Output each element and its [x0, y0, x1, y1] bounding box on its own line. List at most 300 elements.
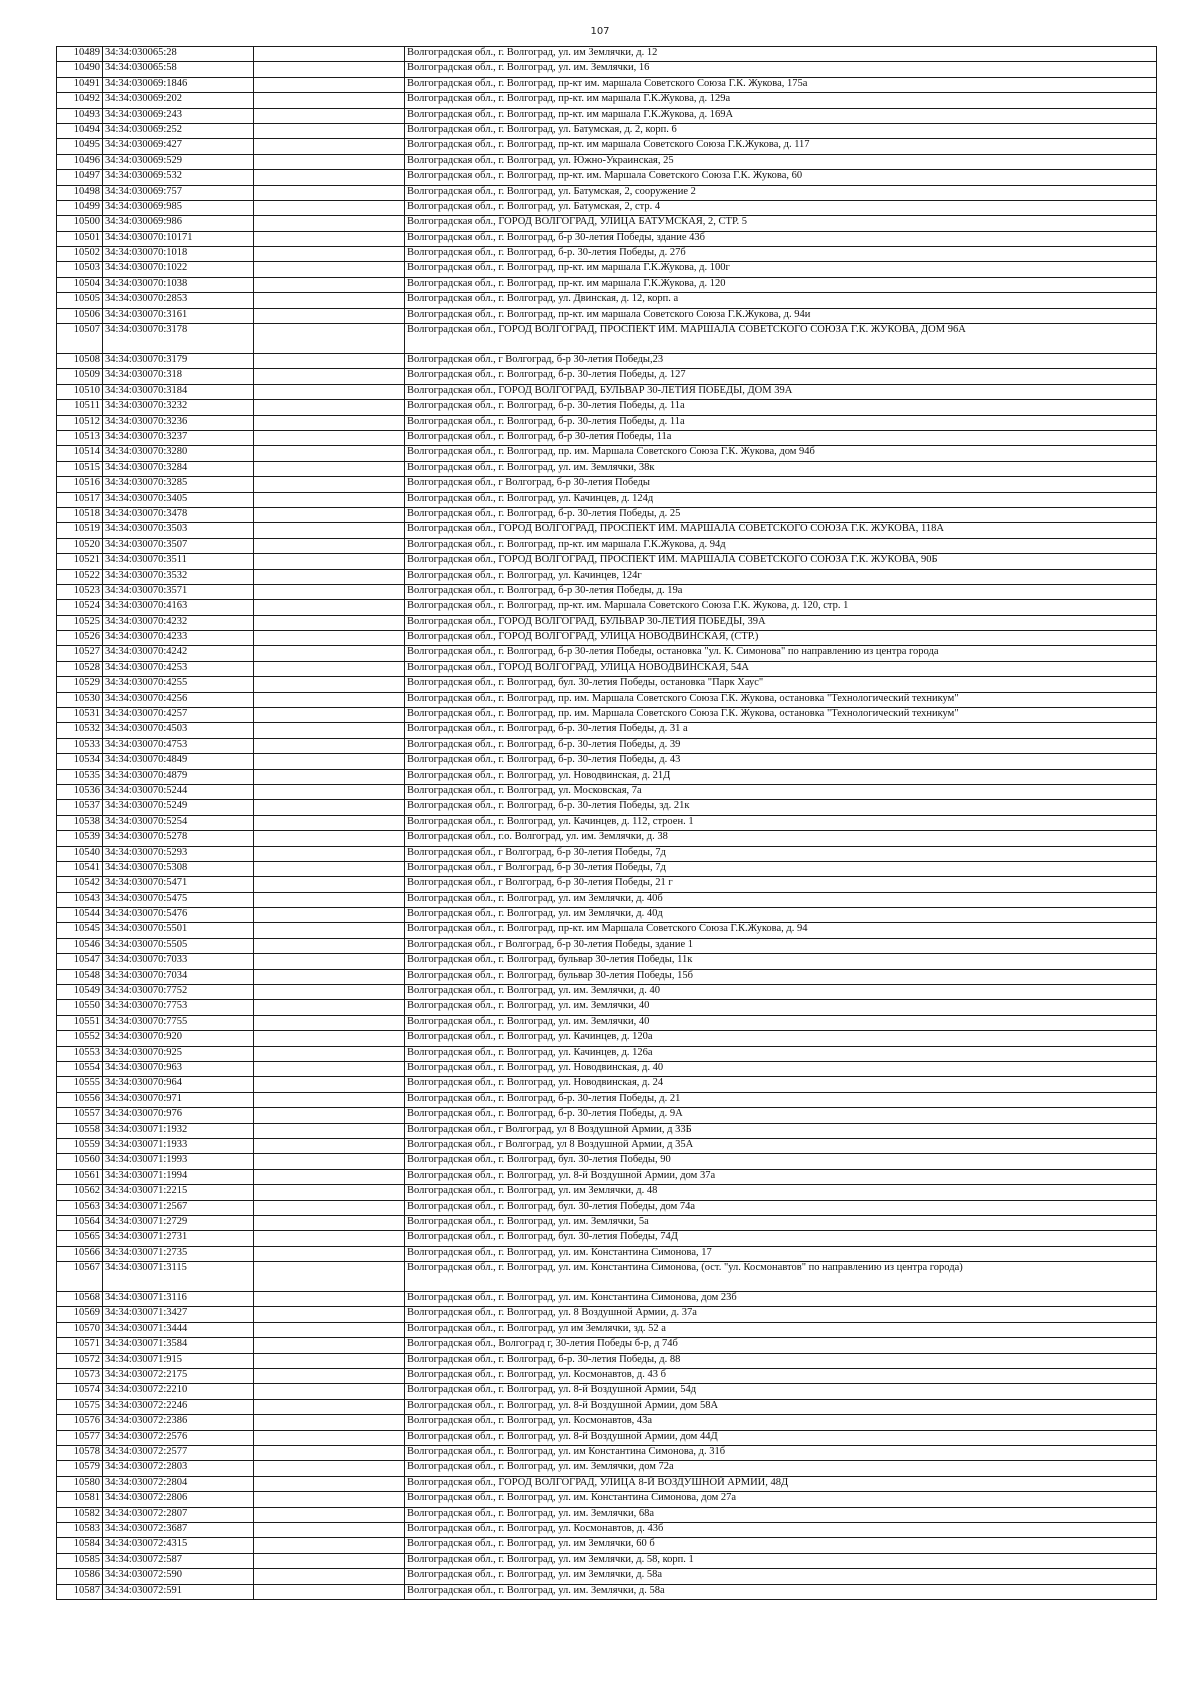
address-cell: Волгоградская обл., г. Волгоград, ул. Качинцев, 124г: [405, 569, 1157, 584]
table-row: [57, 815, 1157, 830]
row-number: 10585: [57, 1553, 103, 1568]
row-number: 10539: [57, 831, 103, 846]
address-cell: Волгоградская обл., г. Волгоград, ул. Московская, 7а: [405, 784, 1157, 799]
empty-cell: [254, 1430, 405, 1445]
address-cell: Волгоградская обл., г. Волгоград, ул. им. Константина Симонова, (ост. "ул. Космонавтов" по направлению из центра города): [405, 1262, 1157, 1292]
row-number: 10497: [57, 170, 103, 185]
table-row: [57, 1461, 1157, 1476]
address-cell: Волгоградская обл., г. Волгоград, ул. им Землячки, д. 48: [405, 1185, 1157, 1200]
row-number: 10526: [57, 631, 103, 646]
row-number: 10573: [57, 1369, 103, 1384]
table-row: [57, 430, 1157, 445]
row-number: 10516: [57, 477, 103, 492]
empty-cell: [254, 1476, 405, 1491]
row-number: 10542: [57, 877, 103, 892]
cadastral-number: 34:34:030070:4253: [103, 661, 254, 676]
address-cell: Волгоградская обл., г. Волгоград, ул. Космонавтов, д. 43 б: [405, 1369, 1157, 1384]
address-cell: Волгоградская обл., г. Волгоград, ул. Батумская, д. 2, корп. 6: [405, 123, 1157, 138]
row-number: 10552: [57, 1031, 103, 1046]
row-number: 10571: [57, 1338, 103, 1353]
table-row: [57, 1415, 1157, 1430]
table-row: [57, 692, 1157, 707]
empty-cell: [254, 754, 405, 769]
address-cell: Волгоградская обл., г. Волгоград, ул. Качинцев, д. 126а: [405, 1046, 1157, 1061]
row-number: 10549: [57, 985, 103, 1000]
empty-cell: [254, 800, 405, 815]
empty-cell: [254, 615, 405, 630]
address-cell: Волгоградская обл., г. Волгоград, бул. 30-летия Победы, дом 74а: [405, 1200, 1157, 1215]
table-row: [57, 1077, 1157, 1092]
row-number: 10524: [57, 600, 103, 615]
table-row: [57, 615, 1157, 630]
cadastral-number: 34:34:030072:587: [103, 1553, 254, 1568]
empty-cell: [254, 1246, 405, 1261]
address-cell: Волгоградская обл., г. Волгоград, б-р. 30-летия Победы, д. 11а: [405, 400, 1157, 415]
cadastral-number: 34:34:030065:58: [103, 62, 254, 77]
empty-cell: [254, 1307, 405, 1322]
cadastral-number: 34:34:030070:1018: [103, 247, 254, 262]
cadastral-number: 34:34:030072:2803: [103, 1461, 254, 1476]
empty-cell: [254, 892, 405, 907]
table-row: [57, 877, 1157, 892]
table-row: [57, 507, 1157, 522]
address-cell: Волгоградская обл., г. Волгоград, б-р. 30-летия Победы, д. 88: [405, 1353, 1157, 1368]
table-row: [57, 985, 1157, 1000]
table-row: [57, 1000, 1157, 1015]
row-number: 10521: [57, 554, 103, 569]
address-cell: Волгоградская обл., г. Волгоград, ул. Двинская, д. 12, корп. а: [405, 293, 1157, 308]
empty-cell: [254, 384, 405, 399]
address-cell: Волгоградская обл., г. Волгоград, ул. Новодвинская, д. 40: [405, 1062, 1157, 1077]
address-cell: Волгоградская обл., г. Волгоград, ул. Батумская, 2, стр. 4: [405, 200, 1157, 215]
row-number: 10541: [57, 861, 103, 876]
empty-cell: [254, 584, 405, 599]
cadastral-number: 34:34:030072:2210: [103, 1384, 254, 1399]
row-number: 10587: [57, 1584, 103, 1599]
cadastral-number: 34:34:030070:5249: [103, 800, 254, 815]
address-cell: Волгоградская обл., г. Волгоград, б-р 30-летия Победы, 11а: [405, 430, 1157, 445]
row-number: 10572: [57, 1353, 103, 1368]
table-row: [57, 846, 1157, 861]
table-row: [57, 47, 1157, 62]
empty-cell: [254, 646, 405, 661]
empty-cell: [254, 1000, 405, 1015]
table-row: [57, 324, 1157, 354]
table-row: [57, 1262, 1157, 1292]
cadastral-number: 34:34:030070:5505: [103, 938, 254, 953]
table-row: [57, 631, 1157, 646]
empty-cell: [254, 538, 405, 553]
table-row: [57, 677, 1157, 692]
empty-cell: [254, 1369, 405, 1384]
row-number: 10559: [57, 1138, 103, 1153]
address-cell: Волгоградская обл., г Волгоград, б-р 30-летия Победы: [405, 477, 1157, 492]
cadastral-number: 34:34:030069:985: [103, 200, 254, 215]
cadastral-number: 34:34:030071:3115: [103, 1262, 254, 1292]
cadastral-number: 34:34:030071:3444: [103, 1322, 254, 1337]
table-row: [57, 139, 1157, 154]
table-row: [57, 600, 1157, 615]
empty-cell: [254, 492, 405, 507]
empty-cell: [254, 1231, 405, 1246]
address-cell: Волгоградская обл., г. Волгоград, пр-кт. им маршала Г.К.Жукова, д. 169А: [405, 108, 1157, 123]
cadastral-number: 34:34:030070:5254: [103, 815, 254, 830]
empty-cell: [254, 738, 405, 753]
empty-cell: [254, 415, 405, 430]
cadastral-number: 34:34:030072:2576: [103, 1430, 254, 1445]
empty-cell: [254, 154, 405, 169]
address-cell: Волгоградская обл., г. Волгоград, ул. Новодвинская, д. 24: [405, 1077, 1157, 1092]
empty-cell: [254, 677, 405, 692]
row-number: 10494: [57, 123, 103, 138]
address-cell: Волгоградская обл., г. Волгоград, б-р. 30-летия Победы, д. 11а: [405, 415, 1157, 430]
empty-cell: [254, 308, 405, 323]
row-number: 10505: [57, 293, 103, 308]
address-cell: Волгоградская обл., г. Волгоград, ул. Космонавтов, д. 43б: [405, 1522, 1157, 1537]
cadastral-number: 34:34:030070:4256: [103, 692, 254, 707]
table-row: [57, 108, 1157, 123]
row-number: 10504: [57, 277, 103, 292]
cadastral-number: 34:34:030070:10171: [103, 231, 254, 246]
cadastral-number: 34:34:030071:2215: [103, 1185, 254, 1200]
address-cell: Волгоградская обл., г. Волгоград, ул. им Землячки, д. 12: [405, 47, 1157, 62]
address-cell: Волгоградская обл., г. Волгоград, ул. им. Землячки, д. 40: [405, 985, 1157, 1000]
cadastral-number: 34:34:030071:915: [103, 1353, 254, 1368]
row-number: 10529: [57, 677, 103, 692]
empty-cell: [254, 1553, 405, 1568]
empty-cell: [254, 861, 405, 876]
cadastral-number: 34:34:030070:3178: [103, 324, 254, 354]
row-number: 10496: [57, 154, 103, 169]
table-row: [57, 1322, 1157, 1337]
address-cell: Волгоградская обл., г. Волгоград, пр-кт. им. Маршала Советского Союза Г.К. Жукова, 60: [405, 170, 1157, 185]
address-registry-table: [56, 46, 1157, 1600]
address-cell: Волгоградская обл., г. Волгоград, ул. им Землячки, д. 40д: [405, 908, 1157, 923]
row-number: 10544: [57, 908, 103, 923]
address-cell: Волгоградская обл., г. Волгоград, бульвар 30-летия Победы, 15б: [405, 969, 1157, 984]
cadastral-number: 34:34:030070:3532: [103, 569, 254, 584]
cadastral-number: 34:34:030070:964: [103, 1077, 254, 1092]
table-row: [57, 1154, 1157, 1169]
cadastral-number: 34:34:030071:1994: [103, 1169, 254, 1184]
row-number: 10558: [57, 1123, 103, 1138]
table-row: [57, 1522, 1157, 1537]
address-cell: Волгоградская обл., г. Волгоград, пр-кт. им маршала Г.К.Жукова, д. 120: [405, 277, 1157, 292]
row-number: 10575: [57, 1399, 103, 1414]
table-row: [57, 646, 1157, 661]
row-number: 10514: [57, 446, 103, 461]
row-number: 10489: [57, 47, 103, 62]
row-number: 10583: [57, 1522, 103, 1537]
row-number: 10582: [57, 1507, 103, 1522]
address-cell: Волгоградская обл., г Волгоград, б-р 30-летия Победы, 21 г: [405, 877, 1157, 892]
table-row: [57, 954, 1157, 969]
cadastral-number: 34:34:030070:963: [103, 1062, 254, 1077]
address-cell: Волгоградская обл., г. Волгоград, ул. им. Землячки, 40: [405, 1015, 1157, 1030]
empty-cell: [254, 554, 405, 569]
address-cell: Волгоградская обл., г. Волгоград, ул им Землячки, зд. 52 а: [405, 1322, 1157, 1337]
cadastral-number: 34:34:030070:7752: [103, 985, 254, 1000]
row-number: 10523: [57, 584, 103, 599]
table-row: [57, 1307, 1157, 1322]
table-row: [57, 523, 1157, 538]
empty-cell: [254, 1077, 405, 1092]
table-row: [57, 861, 1157, 876]
empty-cell: [254, 1399, 405, 1414]
row-number: 10535: [57, 769, 103, 784]
cadastral-number: 34:34:030070:5278: [103, 831, 254, 846]
address-cell: Волгоградская обл., ГОРОД ВОЛГОГРАД, УЛИЦА БАТУМСКАЯ, 2, СТР. 5: [405, 216, 1157, 231]
cadastral-number: 34:34:030072:591: [103, 1584, 254, 1599]
cadastral-number: 34:34:030070:3184: [103, 384, 254, 399]
cadastral-number: 34:34:030070:7033: [103, 954, 254, 969]
table-row: [57, 1123, 1157, 1138]
cadastral-number: 34:34:030071:2735: [103, 1246, 254, 1261]
cadastral-number: 34:34:030070:2853: [103, 293, 254, 308]
row-number: 10548: [57, 969, 103, 984]
empty-cell: [254, 969, 405, 984]
row-number: 10566: [57, 1246, 103, 1261]
row-number: 10564: [57, 1215, 103, 1230]
row-number: 10491: [57, 77, 103, 92]
row-number: 10530: [57, 692, 103, 707]
cadastral-number: 34:34:030070:3507: [103, 538, 254, 553]
table-row: [57, 200, 1157, 215]
table-row: [57, 661, 1157, 676]
table-row: [57, 969, 1157, 984]
table-row: [57, 708, 1157, 723]
cadastral-number: 34:34:030071:3116: [103, 1292, 254, 1307]
table-row: [57, 569, 1157, 584]
empty-cell: [254, 108, 405, 123]
address-cell: Волгоградская обл., г. Волгоград, пр-кт. им маршала Г.К.Жукова, д. 94д: [405, 538, 1157, 553]
cadastral-number: 34:34:030071:3427: [103, 1307, 254, 1322]
empty-cell: [254, 461, 405, 476]
cadastral-number: 34:34:030070:3405: [103, 492, 254, 507]
address-cell: Волгоградская обл., г. Волгоград, б-р. 30-летия Победы, д. 43: [405, 754, 1157, 769]
cadastral-number: 34:34:030070:4879: [103, 769, 254, 784]
empty-cell: [254, 1384, 405, 1399]
row-number: 10500: [57, 216, 103, 231]
address-cell: Волгоградская обл., г. Волгоград, ул. 8-й Воздушной Армии, дом 58А: [405, 1399, 1157, 1414]
address-cell: Волгоградская обл., г. Волгоград, пр-кт. им Маршала Советского Союза Г.К.Жукова, д. 94: [405, 923, 1157, 938]
cadastral-number: 34:34:030071:2729: [103, 1215, 254, 1230]
row-number: 10538: [57, 815, 103, 830]
cadastral-number: 34:34:030069:243: [103, 108, 254, 123]
empty-cell: [254, 938, 405, 953]
table-row: [57, 384, 1157, 399]
address-cell: Волгоградская обл., г Волгоград, ул 8 Воздушной Армии, д 33Б: [405, 1123, 1157, 1138]
empty-cell: [254, 185, 405, 200]
cadastral-number: 34:34:030070:3236: [103, 415, 254, 430]
table-row: [57, 477, 1157, 492]
row-number: 10550: [57, 1000, 103, 1015]
address-cell: Волгоградская обл., ГОРОД ВОЛГОГРАД, ПРОСПЕКТ ИМ. МАРШАЛА СОВЕТСКОГО СОЮЗА Г.К. ЖУКОВА, ДОМ 96А: [405, 324, 1157, 354]
cadastral-number: 34:34:030072:4315: [103, 1538, 254, 1553]
cadastral-number: 34:34:030070:971: [103, 1092, 254, 1107]
address-cell: Волгоградская обл., ГОРОД ВОЛГОГРАД, БУЛЬВАР 30-ЛЕТИЯ ПОБЕДЫ, ДОМ 39А: [405, 384, 1157, 399]
empty-cell: [254, 1123, 405, 1138]
empty-cell: [254, 1062, 405, 1077]
address-cell: Волгоградская обл., г. Волгоград, ул. им. Константина Симонова, дом 27а: [405, 1492, 1157, 1507]
address-cell: Волгоградская обл., г. Волгоград, б-р 30-летия Победы, д. 19а: [405, 584, 1157, 599]
cadastral-number: 34:34:030069:202: [103, 93, 254, 108]
row-number: 10536: [57, 784, 103, 799]
address-cell: Волгоградская обл., г. Волгоград, б-р. 30-летия Победы, д. 21: [405, 1092, 1157, 1107]
row-number: 10570: [57, 1322, 103, 1337]
empty-cell: [254, 430, 405, 445]
cadastral-number: 34:34:030069:427: [103, 139, 254, 154]
cadastral-number: 34:34:030070:4849: [103, 754, 254, 769]
cadastral-number: 34:34:030070:7755: [103, 1015, 254, 1030]
empty-cell: [254, 277, 405, 292]
address-cell: Волгоградская обл., ГОРОД ВОЛГОГРАД, УЛИЦА 8-Й ВОЗДУШНОЙ АРМИИ, 48Д: [405, 1476, 1157, 1491]
table-row: [57, 1215, 1157, 1230]
empty-cell: [254, 1138, 405, 1153]
address-cell: Волгоградская обл., ГОРОД ВОЛГОГРАД, БУЛЬВАР 30-ЛЕТИЯ ПОБЕДЫ, 39А: [405, 615, 1157, 630]
empty-cell: [254, 1262, 405, 1292]
table-row: [57, 723, 1157, 738]
row-number: 10522: [57, 569, 103, 584]
row-number: 10563: [57, 1200, 103, 1215]
address-cell: Волгоградская обл., г. Волгоград, ул. Батумская, 2, сооружение 2: [405, 185, 1157, 200]
address-cell: Волгоградская обл., ГОРОД ВОЛГОГРАД, УЛИЦА НОВОДВИНСКАЯ, (СТР.): [405, 631, 1157, 646]
table-row: [57, 93, 1157, 108]
address-cell: Волгоградская обл., г. Волгоград, ул. им. Землячки, дом 72а: [405, 1461, 1157, 1476]
table-row: [57, 1062, 1157, 1077]
empty-cell: [254, 446, 405, 461]
row-number: 10513: [57, 430, 103, 445]
address-cell: Волгоградская обл., г. Волгоград, б-р. 30-летия Победы, д. 31 а: [405, 723, 1157, 738]
row-number: 10557: [57, 1108, 103, 1123]
empty-cell: [254, 170, 405, 185]
row-number: 10503: [57, 262, 103, 277]
address-cell: Волгоградская обл., ГОРОД ВОЛГОГРАД, ПРОСПЕКТ ИМ. МАРШАЛА СОВЕТСКОГО СОЮЗА Г.К. ЖУКОВА, 118А: [405, 523, 1157, 538]
cadastral-number: 34:34:030070:925: [103, 1046, 254, 1061]
empty-cell: [254, 1215, 405, 1230]
cadastral-number: 34:34:030072:2246: [103, 1399, 254, 1414]
address-cell: Волгоградская обл., г Волгоград, б-р 30-летия Победы, 7д: [405, 846, 1157, 861]
cadastral-number: 34:34:030070:3280: [103, 446, 254, 461]
address-cell: Волгоградская обл., г. Волгоград, б-р. 30-летия Победы, зд. 21к: [405, 800, 1157, 815]
address-cell: Волгоградская обл., г. Волгоград, пр. им. Маршала Советского Союза Г.К. Жукова, остановка "Технологический техникум": [405, 708, 1157, 723]
table-row: [57, 123, 1157, 138]
empty-cell: [254, 216, 405, 231]
address-cell: Волгоградская обл., г. Волгоград, ул. им. Землячки, 16: [405, 62, 1157, 77]
cadastral-number: 34:34:030070:1022: [103, 262, 254, 277]
empty-cell: [254, 62, 405, 77]
row-number: 10545: [57, 923, 103, 938]
row-number: 10499: [57, 200, 103, 215]
address-cell: Волгоградская обл., г. Волгоград, пр. им. Маршала Советского Союза Г.К. Жукова, дом 94б: [405, 446, 1157, 461]
empty-cell: [254, 200, 405, 215]
cadastral-number: 34:34:030071:1933: [103, 1138, 254, 1153]
cadastral-number: 34:34:030072:2804: [103, 1476, 254, 1491]
cadastral-number: 34:34:030070:3285: [103, 477, 254, 492]
address-cell: Волгоградская обл., г. Волгоград, ул. 8 Воздушной Армии, д. 37а: [405, 1307, 1157, 1322]
row-number: 10508: [57, 354, 103, 369]
address-cell: Волгоградская обл., г. Волгоград, ул. 8-й Воздушной Армии, дом 44Д: [405, 1430, 1157, 1445]
empty-cell: [254, 784, 405, 799]
row-number: 10531: [57, 708, 103, 723]
table-row: [57, 1369, 1157, 1384]
empty-cell: [254, 1200, 405, 1215]
address-cell: Волгоградская обл., г. Волгоград, ул. Качинцев, д. 124д: [405, 492, 1157, 507]
table-row: [57, 1246, 1157, 1261]
empty-cell: [254, 1169, 405, 1184]
empty-cell: [254, 507, 405, 522]
empty-cell: [254, 1154, 405, 1169]
empty-cell: [254, 477, 405, 492]
address-cell: Волгоградская обл., г. Волгоград, б-р 30-летия Победы, остановка "ул. К. Симонова" по направлению из центра города: [405, 646, 1157, 661]
table-row: [57, 1553, 1157, 1568]
cadastral-number: 34:34:030070:3571: [103, 584, 254, 599]
address-cell: Волгоградская обл., г. Волгоград, б-р. 30-летия Победы, д. 39: [405, 738, 1157, 753]
table-row: [57, 1092, 1157, 1107]
cadastral-number: 34:34:030070:3284: [103, 461, 254, 476]
row-number: 10509: [57, 369, 103, 384]
row-number: 10501: [57, 231, 103, 246]
empty-cell: [254, 1322, 405, 1337]
row-number: 10574: [57, 1384, 103, 1399]
cadastral-number: 34:34:030070:5293: [103, 846, 254, 861]
table-row: [57, 1384, 1157, 1399]
table-row: [57, 461, 1157, 476]
empty-cell: [254, 631, 405, 646]
registry-body: [57, 47, 1157, 1600]
cadastral-number: 34:34:030072:2806: [103, 1492, 254, 1507]
empty-cell: [254, 354, 405, 369]
row-number: 10502: [57, 247, 103, 262]
empty-cell: [254, 1415, 405, 1430]
cadastral-number: 34:34:030070:5471: [103, 877, 254, 892]
cadastral-number: 34:34:030072:2175: [103, 1369, 254, 1384]
table-row: [57, 1445, 1157, 1460]
table-row: [57, 1507, 1157, 1522]
table-row: [57, 1292, 1157, 1307]
row-number: 10506: [57, 308, 103, 323]
table-row: [57, 1185, 1157, 1200]
row-number: 10569: [57, 1307, 103, 1322]
cadastral-number: 34:34:030072:3687: [103, 1522, 254, 1537]
table-row: [57, 538, 1157, 553]
cadastral-number: 34:34:030065:28: [103, 47, 254, 62]
empty-cell: [254, 1507, 405, 1522]
row-number: 10528: [57, 661, 103, 676]
cadastral-number: 34:34:030070:5244: [103, 784, 254, 799]
empty-cell: [254, 293, 405, 308]
address-cell: Волгоградская обл., ГОРОД ВОЛГОГРАД, УЛИЦА НОВОДВИНСКАЯ, 54А: [405, 661, 1157, 676]
cadastral-number: 34:34:030069:757: [103, 185, 254, 200]
table-row: [57, 1538, 1157, 1553]
cadastral-number: 34:34:030072:590: [103, 1569, 254, 1584]
cadastral-number: 34:34:030072:2807: [103, 1507, 254, 1522]
cadastral-number: 34:34:030070:4257: [103, 708, 254, 723]
cadastral-number: 34:34:030072:2577: [103, 1445, 254, 1460]
empty-cell: [254, 1031, 405, 1046]
row-number: 10533: [57, 738, 103, 753]
row-number: 10579: [57, 1461, 103, 1476]
address-cell: Волгоградская обл., г. Волгоград, бул. 30-летия Победы, 74Д: [405, 1231, 1157, 1246]
table-row: [57, 1108, 1157, 1123]
row-number: 10578: [57, 1445, 103, 1460]
empty-cell: [254, 815, 405, 830]
cadastral-number: 34:34:030070:920: [103, 1031, 254, 1046]
empty-cell: [254, 769, 405, 784]
table-row: [57, 262, 1157, 277]
table-row: [57, 1231, 1157, 1246]
address-cell: Волгоградская обл., г. Волгоград, ул. им. Землячки, 38к: [405, 461, 1157, 476]
